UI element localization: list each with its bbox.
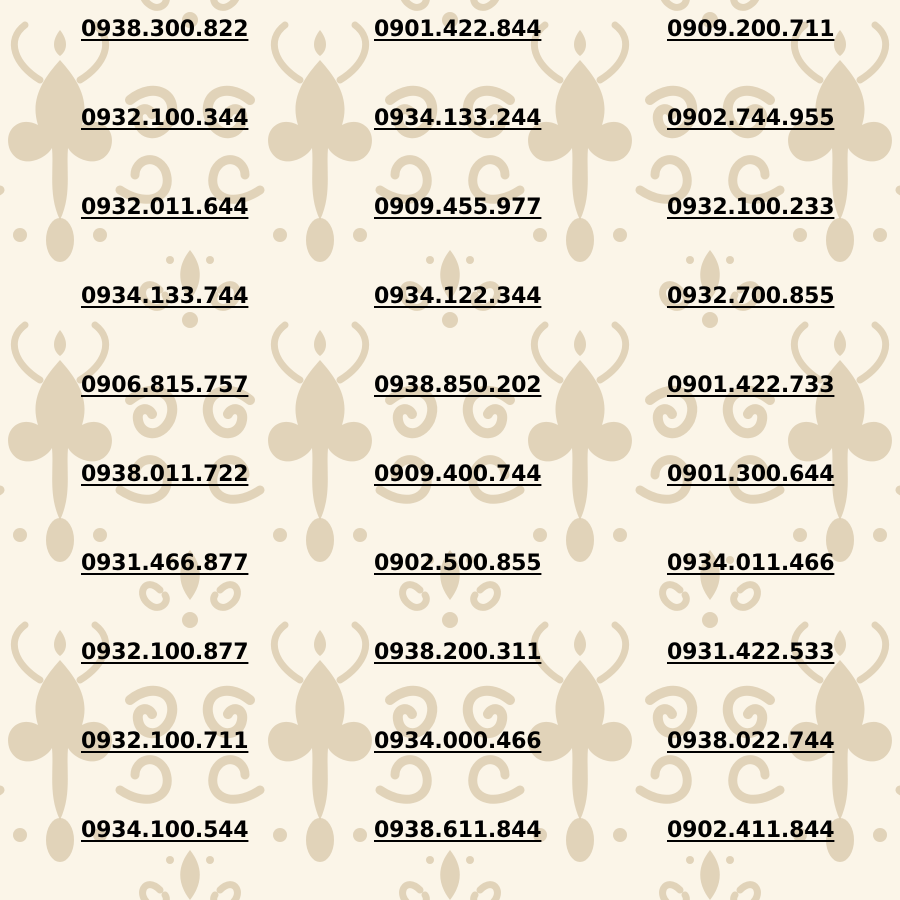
phone-number-link[interactable]: 0909.455.977: [374, 195, 542, 220]
phone-number-link[interactable]: 0938.611.844: [374, 818, 542, 843]
phone-number-link[interactable]: 0931.422.533: [667, 640, 835, 665]
phone-number-link[interactable]: 0938.850.202: [374, 373, 542, 398]
phone-number-link[interactable]: 0902.744.955: [667, 106, 835, 131]
phone-number-link[interactable]: 0934.100.544: [81, 818, 249, 843]
phone-number-link[interactable]: 0938.022.744: [667, 729, 835, 754]
phone-number-link[interactable]: 0932.100.877: [81, 640, 249, 665]
phone-number-link[interactable]: 0934.011.466: [667, 551, 835, 576]
phone-number-link[interactable]: 0931.466.877: [81, 551, 249, 576]
phone-number-link[interactable]: 0902.500.855: [374, 551, 542, 576]
phone-number-link[interactable]: 0934.122.344: [374, 284, 542, 309]
phone-number-link[interactable]: 0938.200.311: [374, 640, 542, 665]
phone-number-link[interactable]: 0938.011.722: [81, 462, 249, 487]
phone-number-link[interactable]: 0909.400.744: [374, 462, 542, 487]
phone-number-link[interactable]: 0934.000.466: [374, 729, 542, 754]
phone-number-link[interactable]: 0932.100.233: [667, 195, 835, 220]
phone-number-link[interactable]: 0909.200.711: [667, 17, 835, 42]
phone-number-link[interactable]: 0934.133.744: [81, 284, 249, 309]
phone-number-link[interactable]: 0932.100.711: [81, 729, 249, 754]
phone-number-link[interactable]: 0906.815.757: [81, 373, 249, 398]
phone-number-link[interactable]: 0934.133.244: [374, 106, 542, 131]
phone-number-link[interactable]: 0902.411.844: [667, 818, 835, 843]
phone-number-link[interactable]: 0901.300.644: [667, 462, 835, 487]
phone-number-link[interactable]: 0932.011.644: [81, 195, 249, 220]
phone-number-link[interactable]: 0938.300.822: [81, 17, 249, 42]
phone-number-link[interactable]: 0901.422.733: [667, 373, 835, 398]
phone-number-link[interactable]: 0932.100.344: [81, 106, 249, 131]
phone-number-link[interactable]: 0932.700.855: [667, 284, 835, 309]
phone-number-link[interactable]: 0901.422.844: [374, 17, 542, 42]
